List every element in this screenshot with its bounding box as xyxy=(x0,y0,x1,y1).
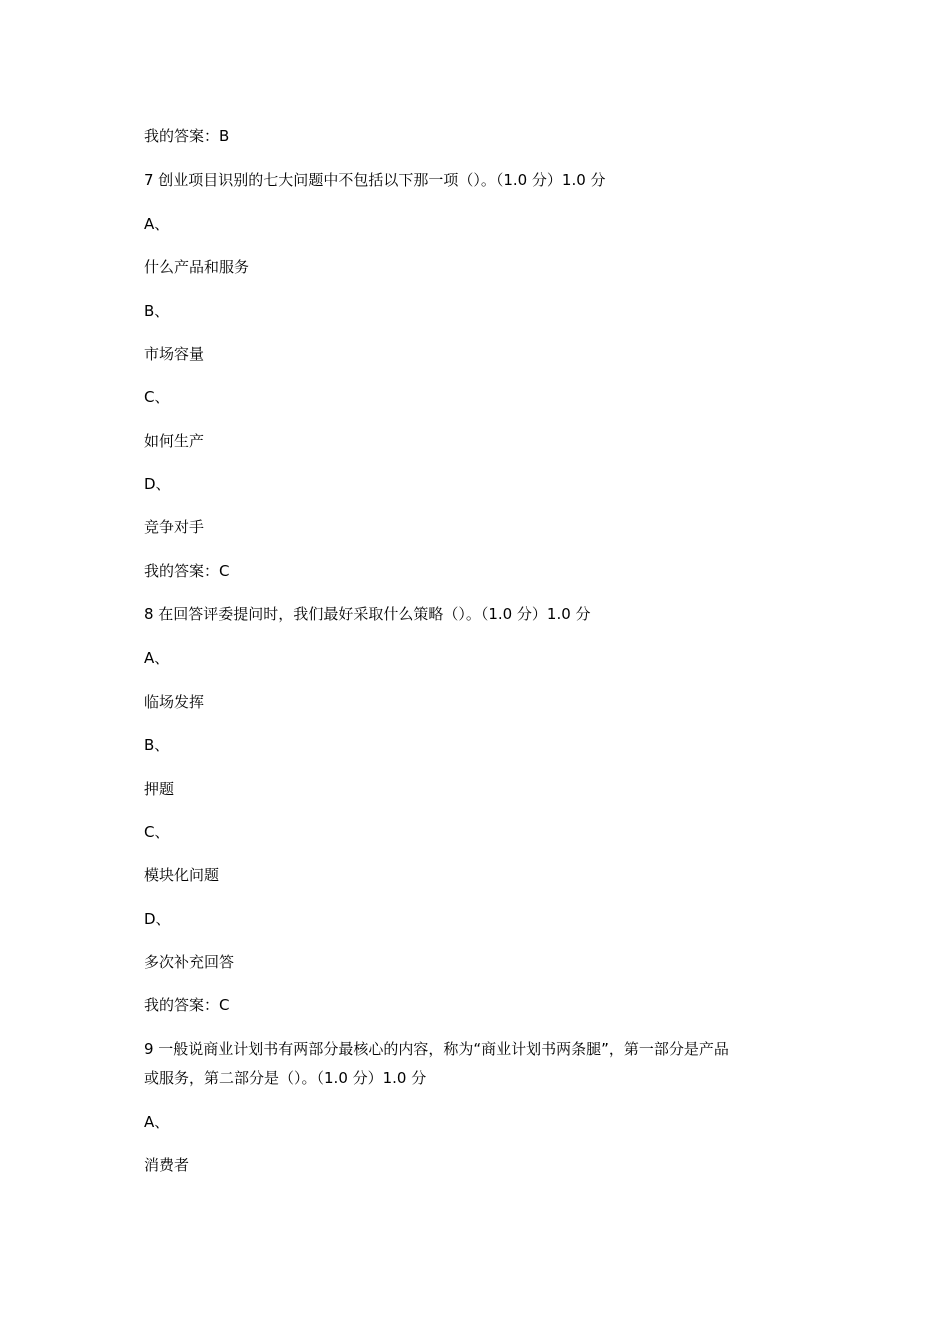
question-7-option-c-letter: C、 xyxy=(144,388,170,406)
question-8-option-a-text: 临场发挥 xyxy=(144,693,205,711)
question-7-option-b-text: 市场容量 xyxy=(144,345,205,363)
question-7-stem: 7 创业项目识别的七大问题中不包括以下那一项（）。（1.0 分）1.0 分 xyxy=(144,171,606,189)
question-8-option-c-letter: C、 xyxy=(144,823,170,841)
question-7-option-a-text: 什么产品和服务 xyxy=(144,258,250,276)
question-7-option-d-text: 竞争对手 xyxy=(144,518,205,536)
answer-line: 我的答案：B xyxy=(144,127,230,145)
question-8-option-d-text: 多次补充回答 xyxy=(144,953,235,971)
question-7-option-c-text: 如何生产 xyxy=(144,432,205,450)
question-9-option-a-text: 消费者 xyxy=(144,1156,190,1174)
question-8-option-a-letter: A、 xyxy=(144,649,170,667)
question-8-option-b-letter: B、 xyxy=(144,736,170,754)
question-8-option-b-text: 押题 xyxy=(144,780,175,798)
question-8-option-c-text: 模块化问题 xyxy=(144,866,220,884)
question-7-answer: 我的答案：C xyxy=(144,562,230,580)
question-9-stem-line-2: 或服务，第二部分是（）。（1.0 分）1.0 分 xyxy=(144,1069,427,1087)
question-8-option-d-letter: D、 xyxy=(144,910,171,928)
question-7-option-b-letter: B、 xyxy=(144,302,170,320)
question-7-option-d-letter: D、 xyxy=(144,475,171,493)
question-9-option-a-letter: A、 xyxy=(144,1113,170,1131)
question-7-option-a-letter: A、 xyxy=(144,215,170,233)
question-8-stem: 8 在回答评委提问时，我们最好采取什么策略（）。（1.0 分）1.0 分 xyxy=(144,605,591,623)
question-8-answer: 我的答案：C xyxy=(144,996,230,1014)
question-9-stem-line-1: 9 一般说商业计划书有两部分最核心的内容，称为“商业计划书两条腿”，第一部分是产品 xyxy=(144,1040,729,1058)
